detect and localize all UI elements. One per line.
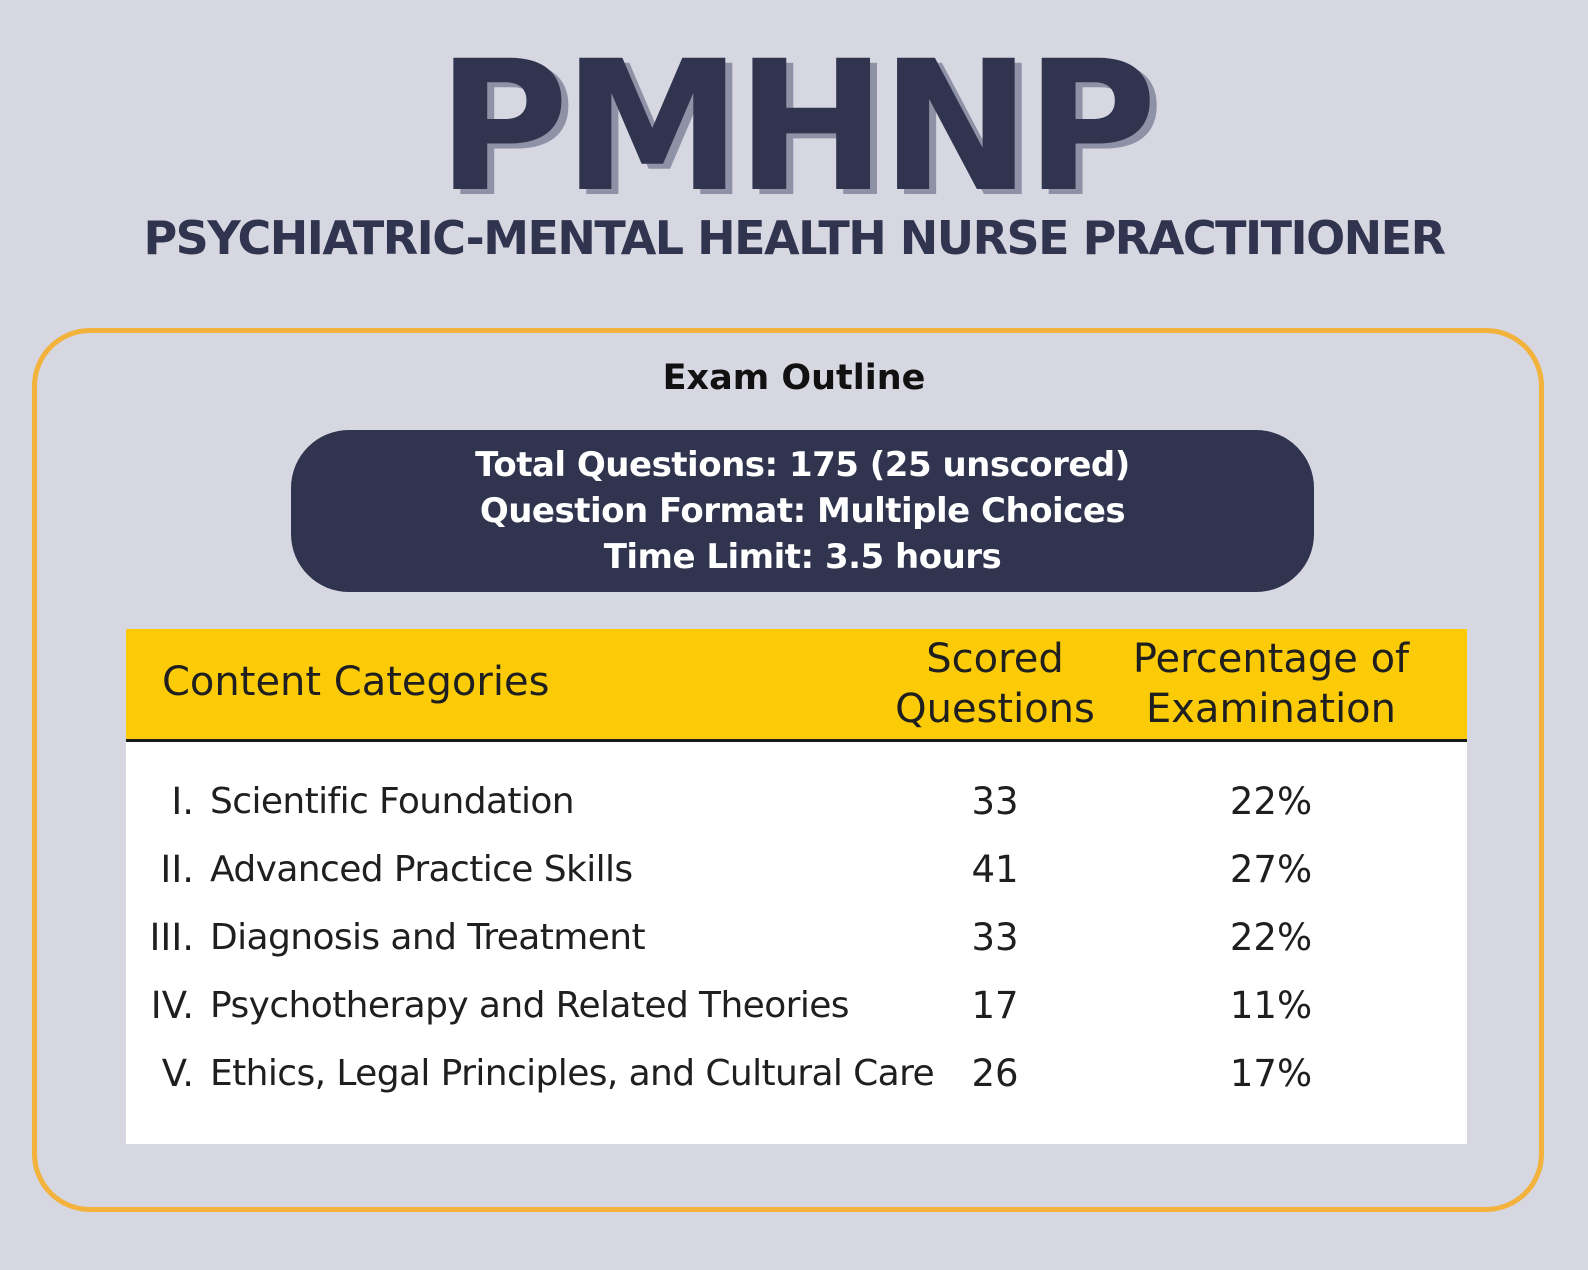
time-limit-text: Time Limit: 3.5 hours (603, 537, 1002, 577)
pmhnp-logo: PMHNP (436, 23, 1152, 232)
row-numeral: II. (160, 848, 194, 891)
header-scored-line1: Scored (926, 636, 1064, 682)
row-category: Advanced Practice Skills (210, 849, 633, 890)
row-percentage: 22% (1229, 916, 1313, 959)
table-row (126, 836, 1467, 904)
exam-outline-title: Exam Outline (662, 358, 926, 398)
row-percentage: 27% (1229, 848, 1313, 891)
row-numeral: I. (171, 780, 194, 823)
row-numeral: III. (149, 916, 194, 959)
row-percentage: 17% (1229, 1052, 1313, 1095)
header-content-categories: Content Categories (162, 659, 550, 705)
table-row (126, 768, 1467, 836)
row-category: Diagnosis and Treatment (210, 917, 645, 958)
row-scored-questions: 41 (971, 848, 1019, 891)
header-scored-questions (870, 634, 1120, 734)
content-categories-table (126, 629, 1467, 1144)
table-row (126, 972, 1467, 1040)
header-scored-line2: Questions (895, 686, 1095, 732)
header-percent-line1: Percentage of (1132, 636, 1410, 682)
header-percentage (1116, 634, 1426, 734)
row-scored-questions: 26 (971, 1052, 1019, 1095)
row-numeral: IV. (150, 984, 194, 1027)
table-header (126, 629, 1467, 742)
question-format-text: Question Format: Multiple Choices (479, 491, 1126, 531)
exam-info-panel (291, 430, 1314, 592)
row-category: Ethics, Legal Principles, and Cultural Care (210, 1053, 935, 1094)
row-scored-questions: 33 (971, 780, 1019, 823)
row-scored-questions: 33 (971, 916, 1019, 959)
table-row (126, 1040, 1467, 1108)
header-percent-line2: Examination (1145, 686, 1397, 732)
row-category: Psychotherapy and Related Theories (210, 985, 849, 1026)
page-subtitle: PSYCHIATRIC-MENTAL HEALTH NURSE PRACTITIONER (143, 211, 1445, 265)
row-scored-questions: 17 (971, 984, 1019, 1027)
row-percentage: 11% (1229, 984, 1313, 1027)
row-numeral: V. (161, 1052, 194, 1095)
row-category: Scientific Foundation (210, 781, 574, 822)
total-questions-text: Total Questions: 175 (25 unscored) (475, 445, 1130, 485)
table-row (126, 904, 1467, 972)
row-percentage: 22% (1229, 780, 1313, 823)
